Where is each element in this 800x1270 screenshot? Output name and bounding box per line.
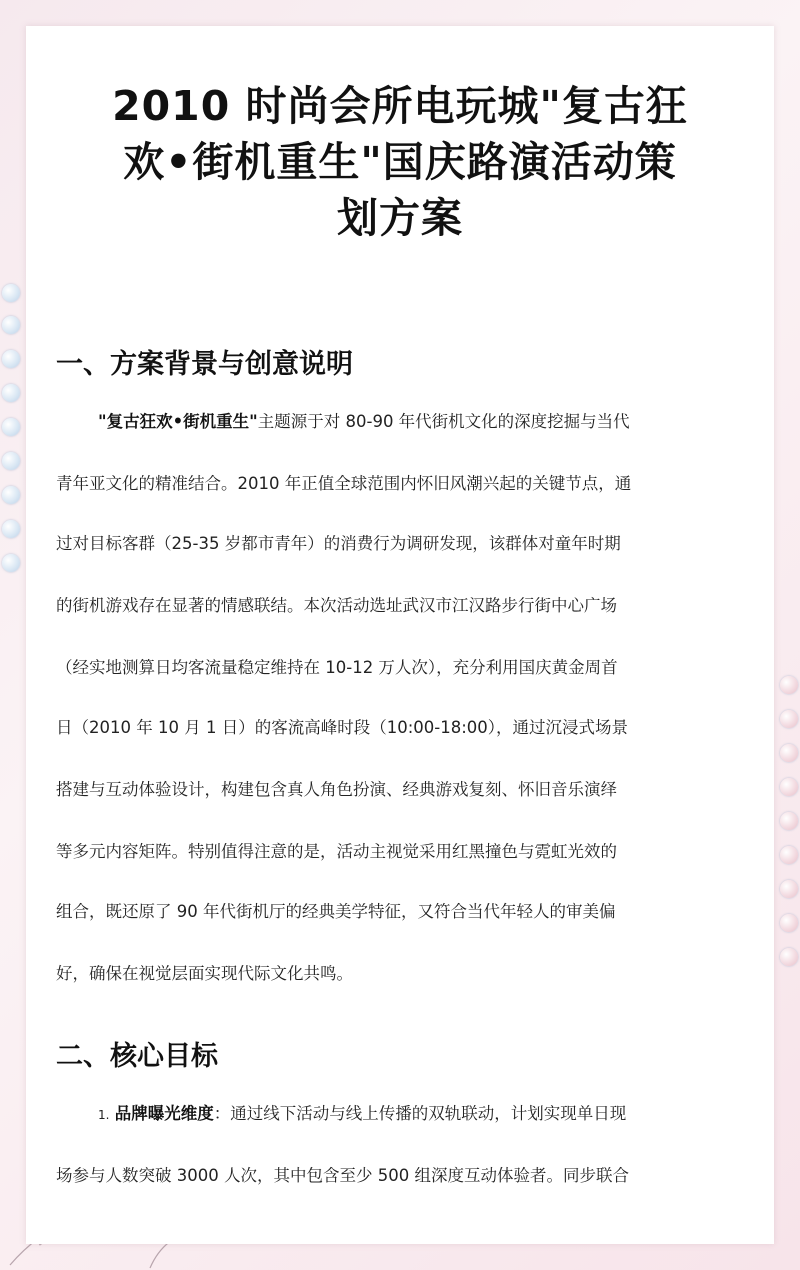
section-heading-background: 一、方案背景与创意说明 xyxy=(56,349,353,380)
paragraph-text: 主题源于对 80-90 年代街机文化的深度挖掘与当代 xyxy=(257,412,630,431)
document-title xyxy=(66,78,734,246)
paragraph-line: （经实地测算日均客流量稳定维持在 10-12 万人次），充分利用国庆黄金周首 xyxy=(56,658,618,677)
paragraph-line xyxy=(98,408,774,432)
title-line: 划方案 xyxy=(337,194,463,242)
title-line: 2010 时尚会所电玩城"复古狂 xyxy=(112,82,688,130)
list-item-bold-lead: 品牌曝光维度 xyxy=(114,1104,214,1123)
document-page xyxy=(26,26,774,1244)
paragraph-bold-lead: "复古狂欢•街机重生" xyxy=(98,412,258,431)
list-item-number: 1. xyxy=(98,1108,110,1122)
paragraph-line: 过对目标客群（25-35 岁都市青年）的消费行为调研发现，该群体对童年时期 xyxy=(56,534,621,553)
paragraph-line: 的街机游戏存在显著的情感联结。本次活动选址武汉市江汉路步行街中心广场 xyxy=(56,596,617,615)
paragraph-line: 日（2010 年 10 月 1 日）的客流高峰时段（10:00-18:00），通过沉浸式场景 xyxy=(56,718,629,737)
list-item-line xyxy=(98,1100,774,1124)
list-item-line: 场参与人数突破 3000 人次，其中包含至少 500 组深度互动体验者。同步联合 xyxy=(56,1166,629,1185)
paragraph-line: 青年亚文化的精准结合。2010 年正值全球范围内怀旧风潮兴起的关键节点，通 xyxy=(56,474,632,493)
paragraph-line: 搭建与互动体验设计，构建包含真人角色扮演、经典游戏复刻、怀旧音乐演绎 xyxy=(56,780,617,799)
paragraph-line: 好，确保在视觉层面实现代际文化共鸣。 xyxy=(56,964,353,983)
paragraph-line: 等多元内容矩阵。特别值得注意的是，活动主视觉采用红黑撞色与霓虹光效的 xyxy=(56,842,617,861)
title-line: 欢•街机重生"国庆路演活动策 xyxy=(123,138,677,186)
paragraph-line: 组合，既还原了 90 年代街机厅的经典美学特征，又符合当代年轻人的审美偏 xyxy=(56,902,616,921)
section-heading-goals: 二、核心目标 xyxy=(56,1041,218,1072)
list-item-text: ：通过线下活动与线上传播的双轨联动，计划实现单日现 xyxy=(213,1104,627,1123)
